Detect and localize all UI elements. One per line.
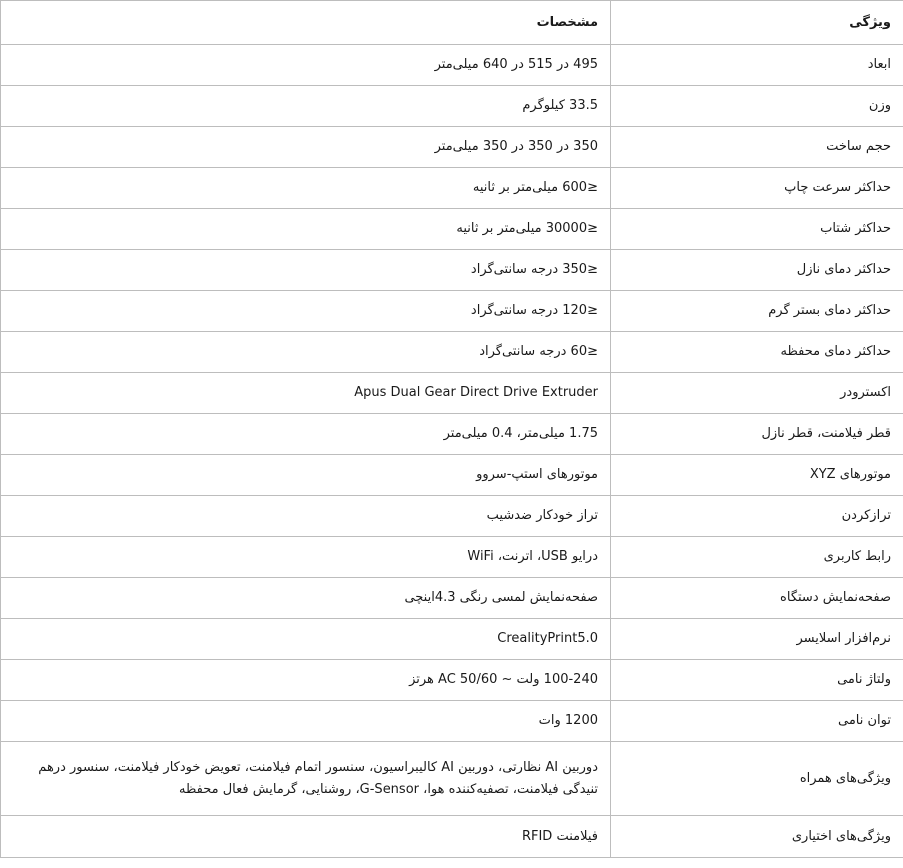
feature-cell: حداکثر دمای بستر گرم [611,291,903,332]
table-row [1,742,903,816]
spec-text: CrealityPrint5.0 [497,631,598,646]
feature-cell: ویژگی‌های همراه [611,742,903,816]
spec-cell: ≤60 درجه سانتی‌گراد [1,332,611,373]
table-row [1,414,903,455]
feature-cell: حجم ساخت [611,127,903,168]
feature-cell: رابط کاربری [611,537,903,578]
feature-cell: حداکثر دمای محفظه [611,332,903,373]
feature-cell: نرم‌افزار اسلایسر [611,619,903,660]
feature-cell: حداکثر سرعت چاپ [611,168,903,209]
spec-cell [1,619,611,660]
table-row [1,816,903,858]
header-feature: ویژگی [611,1,903,45]
feature-cell: قطر فیلامنت، قطر نازل [611,414,903,455]
feature-cell: موتورهای XYZ [611,455,903,496]
feature-cell: اکسترودر [611,373,903,414]
header-spec: مشخصات [1,1,611,45]
spec-cell: فیلامنت RFID [1,816,611,858]
spec-cell: 350 در 350 در 350 میلی‌متر [1,127,611,168]
spec-cell: صفحه‌نمایش لمسی رنگی 4.3اینچی [1,578,611,619]
spec-cell: ≤600 میلی‌متر بر ثانیه [1,168,611,209]
table-row [1,86,903,127]
feature-cell: ترازکردن [611,496,903,537]
table-header-row [1,1,903,45]
feature-cell: حداکثر شتاب [611,209,903,250]
feature-cell: ولتاژ نامی [611,660,903,701]
table-row [1,209,903,250]
spec-cell: 1.75 میلی‌متر، 0.4 میلی‌متر [1,414,611,455]
table-row [1,373,903,414]
table-row [1,578,903,619]
feature-cell: توان نامی [611,701,903,742]
table-row [1,45,903,86]
table-row [1,455,903,496]
feature-cell: ابعاد [611,45,903,86]
table-row [1,332,903,373]
table-row [1,127,903,168]
spec-cell [1,373,611,414]
spec-cell: دوربین AI نظارتی، دوربین AI کالیبراسیون، سنسور اتمام فیلامنت، تعویض خودکار فیلامنت، سنسور درهم تنیدگی فیلامنت، تصفیه‌کننده هوا، G-Sensor، روشنایی، گرمایش فعال محفظه [1,742,611,816]
feature-cell: حداکثر دمای نازل [611,250,903,291]
feature-cell: وزن [611,86,903,127]
table-row [1,168,903,209]
spec-cell: موتورهای استپ-سروو [1,455,611,496]
feature-cell: ویژگی‌های اختیاری [611,816,903,858]
spec-cell: ≤120 درجه سانتی‌گراد [1,291,611,332]
feature-cell: صفحه‌نمایش دستگاه [611,578,903,619]
table-row [1,701,903,742]
table-row [1,537,903,578]
table-row [1,496,903,537]
spec-cell: ≤350 درجه سانتی‌گراد [1,250,611,291]
spec-cell: تراز خودکار ضدشیب [1,496,611,537]
spec-cell: 1200 وات [1,701,611,742]
table-row [1,660,903,701]
spec-cell: 495 در 515 در 640 میلی‌متر [1,45,611,86]
table-row [1,619,903,660]
spec-cell: 100-240 ولت ~ AC 50/60 هرتز [1,660,611,701]
table-row [1,291,903,332]
table-row [1,250,903,291]
spec-text: Apus Dual Gear Direct Drive Extruder [354,385,598,400]
spec-cell: ≤30000 میلی‌متر بر ثانیه [1,209,611,250]
spec-cell: درایو USB، اترنت، WiFi [1,537,611,578]
spec-cell: 33.5 کیلوگرم [1,86,611,127]
